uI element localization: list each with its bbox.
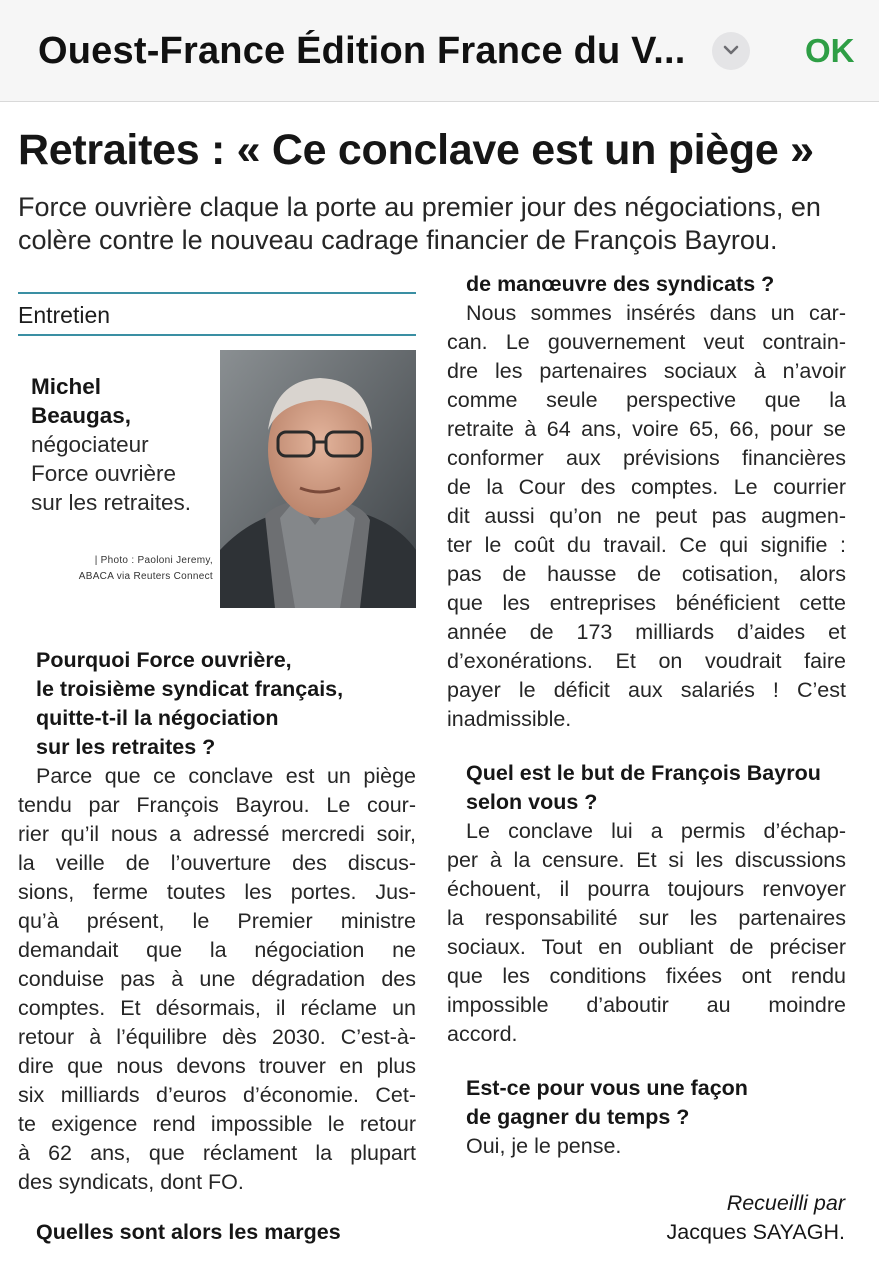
interviewee-role: négociateur [31,432,149,457]
chevron-down-icon [722,44,740,58]
question-2-start: Quelles sont alors les marges [36,1220,341,1244]
rubric-rule-bottom [18,334,416,336]
interviewee-name: Michel [31,374,102,399]
article-standfirst: Force ouvrière claque la porte au premier jour des négociations, en colère contre le nouveau cadrage financier de François Bayrou. [18,192,821,255]
interviewee-role: sur les retraites. [31,490,192,515]
interviewee-photo [220,350,416,608]
expand-button[interactable] [712,32,750,70]
question-3: Quel est le but de François Bayrou selon vous ? [466,761,821,814]
question-4: Est-ce pour vous une façon de gagner du temps ? [466,1076,748,1129]
answer-1: Parce que ce conclave est un piège tendu par François Bayrou. Le cour- rier qu’il nous a adressé mercredi soir, la veille de l’ouverture des discus- sions, ferme toutes les portes. Jus- qu’à présent, le Premier ministre demandait que la négociation ne conduise pas à une dégradation des comptes. Et désormais, il réclame un retour à l’équilibre dès 2030. C’est-à- dire que nous devons trouver en plus six milliards d’euros d’économie. Cet- te exigence rend impossible le retour à 62 ans, que réclament la plupart des syndicats, dont FO. [18,764,416,1194]
ok-button[interactable]: OK [805,32,855,69]
interviewee-role: Force ouvrière [31,461,177,486]
rubric-rule-top [18,292,416,294]
signature: Recueilli par Jacques SAYAGH. [666,1191,845,1244]
interviewee-surname: Beaugas, [31,403,132,428]
question-2-end: de manœuvre des syndicats ? [466,272,775,296]
article-headline: Retraites : « Ce conclave est un piège » [18,126,814,174]
rubric-label: Entretien [18,302,111,328]
answer-3: Le conclave lui a permis d’échap- per à la censure. Et si les discussions échouent, il pourra toujours renvoyer la responsabilité sur les partenaires sociaux. Tout en oubliant de préciser que les conditions fixées ont rendu impossible d’aboutir au moindre accord. [447,819,846,1046]
answer-4: Oui, je le pense. [466,1134,622,1158]
top-bar [0,0,879,102]
photo-credit: | Photo : Paoloni Jeremy, ABACA via Reuters Connect [78,555,213,582]
publication-title: Ouest-France Édition France du V... [38,30,686,72]
question-1: Pourquoi Force ouvrière, le troisième syndicat français, quitte-t-il la négociation sur les retraites ? [36,648,344,759]
interviewee-caption [31,372,221,517]
answer-2: Nous sommes insérés dans un car- can. Le gouvernement veut contrain- dre les partenaires sociaux à n’avoir comme seule perspective que la retraite à 64 ans, voire 65, 66, pour se conformer aux prévisions financières de la Cour des comptes. Le courrier dit aussi qu’on ne peut pas augmen- ter le coût du travail. Ce qui signifie : pas de hausse de cotisation, alors que les entreprises bénéficient cette année de 173 milliards d’aides et d’exonérations. Et on voudrait faire payer le déficit aux salariés ! C’est inadmissible. [447,301,846,731]
